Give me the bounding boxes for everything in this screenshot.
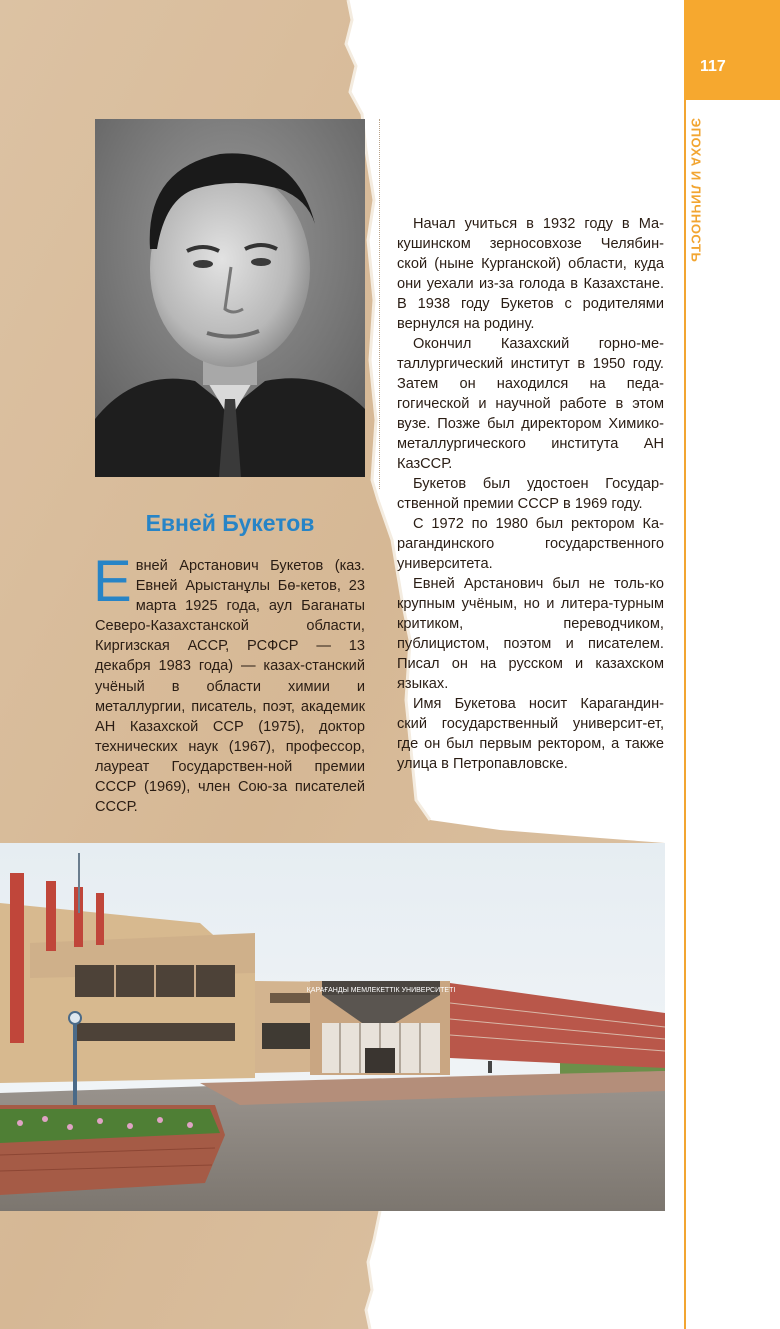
article-paragraph: Начал учиться в 1932 году в Ма-кушинском зерносовхозе Челябин-ской (ныне Курганской) области, куда они уехали из-за голода в Казахстане. В 1938 году Букетов с родителями вернулся на родину. xyxy=(397,216,664,332)
portrait-photo xyxy=(95,119,365,477)
column-divider xyxy=(379,119,380,489)
bio-dropcap: Е xyxy=(93,549,132,614)
page-number: 117 xyxy=(700,58,726,75)
person-name: Евней Букетов xyxy=(145,510,315,536)
article-paragraph: Имя Букетова носит Карагандин-ский государственный университ-ет, где он был первым ректором, а также улица в Петропавловске. xyxy=(397,696,664,772)
bio-body: вней Арстанович Букетов (каз. Евней Арыстанұлы Бө-кетов, 23 марта 1925 года, аул Баганаты Северо-Казахстанской области, Киргизская АССР, РСФСР — 13 декабря 1983 года) — казах-станский учёный в области химии и металлургии, писатель, поэт, академик АН Казахской ССР (1975), доктор технических наук (1967), профессор, лауреат Государствен-ной премии СССР (1969), член Сою-за писателей СССР. xyxy=(95,558,365,816)
article-paragraph: Букетов был удостоен Государ-ственной премии СССР в 1969 году. xyxy=(397,476,664,512)
bio-text xyxy=(93,549,365,817)
university-sign-text: ҚАРАҒАНДЫ МЕМЛЕКЕТТІК УНИВЕРСИТЕТІ xyxy=(306,987,456,994)
article-paragraph: Евней Арстанович был не толь-ко крупным учёным, но и литера-турным критиком, переводчиком, публицистом, поэтом и писателем. Писал он на русском и казахском языках. xyxy=(397,576,664,692)
article-column xyxy=(397,214,664,774)
university-building-photo xyxy=(0,843,665,1211)
section-title-text: ЭПОХА И ЛИЧНОСТЬ xyxy=(688,118,704,263)
page-number-tab xyxy=(684,0,780,100)
section-title xyxy=(686,118,706,298)
article-paragraph: Окончил Казахский горно-ме-таллургический институт в 1950 году. Затем он находился на педа-гогической и научной работе в этом вузе. Позже был директором Химико-металлургического института АН КазССР. xyxy=(397,336,664,472)
article-paragraph: С 1972 по 1980 был ректором Ка-рагандинского государственного университета. xyxy=(397,516,664,572)
